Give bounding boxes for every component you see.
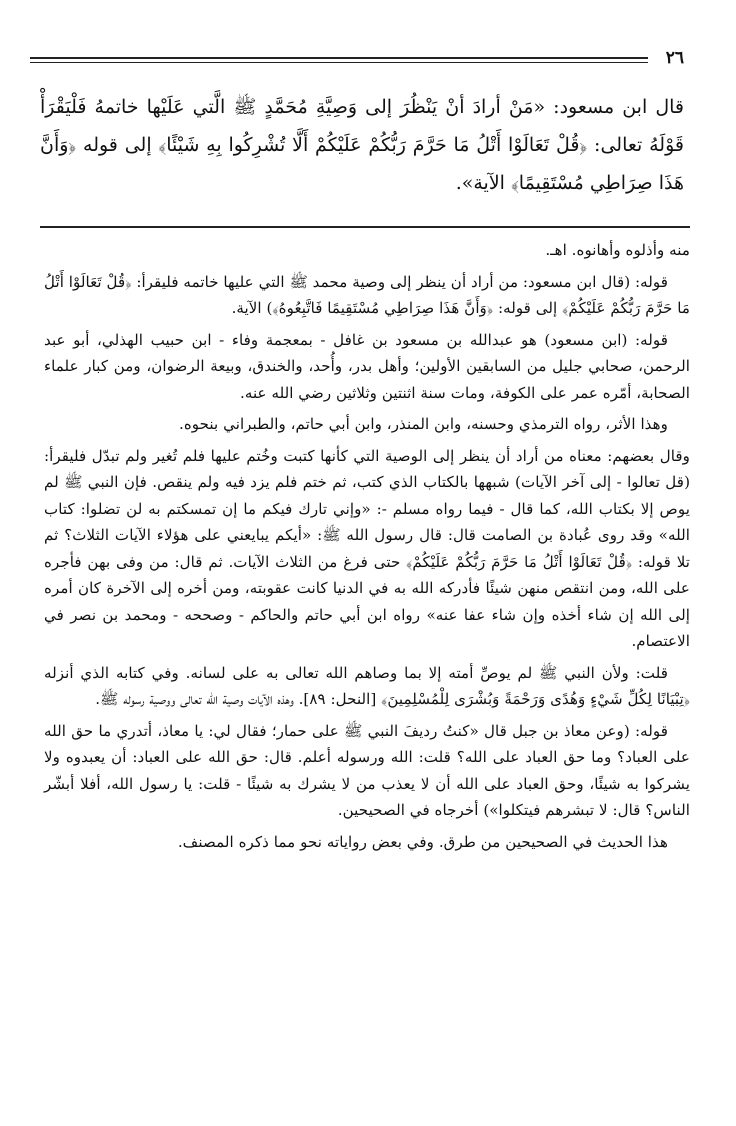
main-text xyxy=(40,88,684,202)
page-number: ٢٦ xyxy=(665,48,684,68)
commentary-paragraph: وهذا الأثر، رواه الترمذي وحسنه، وابن المنذر، وابن أبي حاتم، والطبراني بنحوه. xyxy=(179,415,668,433)
commentary-paragraph: قوله: (وعن معاذ بن جبل قال «كنتُ رديفَ النبي ﷺ على حمار؛ فقال لي: يا معاذ، أتدري ما حق الله على العباد؟ وما حق العباد على الله؟ قلت: الله ورسوله أعلم. قال: حق الله على العباد: أن يعبدوه ولا يشركوا به شيئًا، وحق العباد على الله أن لا يعذب من لا يشرك به شيئًا - قلت: يا رسول الله، أفلا أبشّر الناس؟ قال: لا تبشرهم فيتكلوا») أخرجاه في الصحيحين. xyxy=(44,721,690,819)
commentary-paragraph: وقال بعضهم: معناه من أراد أن ينظر إلى الوصية التي كأنها كتبت وخُتم عليها فلم تُغير ولم تبدّل فليقرأ: (قل تعالوا - إلى آخر الآيات) شبهها بالكتاب الذي كتب، ثم ختم فلم يزد فيه ولم ينقص. فإن النبي ﷺ لم يوص إلا بكتاب الله، كما قال - فيما رواه مسلم -: «وإني تارك فيكم ما إن تمسكتم به لن تضلوا: كتاب الله» وقد روى عُبادة بن الصامت قال: قال رسول الله ﷺ: «أيكم يبايعني على هؤلاء الآيات الثلاث؟ ثم تلا قوله: ﴿قُلْ تَعَالَوْا أَتْلُ مَا حَرَّمَ رَبُّكُمْ عَلَيْكُمْ﴾ حتى فرغ من الثلاث الآيات. ثم قال: من وفى بهن فأجره على الله، ومن انتقص منهن شيئًا فأدركه الله به في الدنيا كانت عقوبته، ومن أخره إلى الآخرة كان أمره إلى الله إن شاء أخذه وإن شاء عفا عنه» رواه ابن أبي حاتم والحاكم - وصححه - ومحمد بن نصر في الاعتصام. xyxy=(44,446,690,650)
commentary-paragraph: منه وأذلوه وأهانوه. اهـ. xyxy=(545,241,690,259)
commentary-paragraph: قوله: (قال ابن مسعود: من أراد أن ينظر إلى وصية محمد ﷺ التي عليها خاتمه فليقرأ: ﴿قُلْ تَعَالَوْا أَتْلُ مَا حَرَّمَ رَبُّكُمْ عَلَيْكُمْ﴾ إلى قوله: ﴿وَأَنَّ هَذَا صِرَاطِي مُسْتَقِيمًا فَاتَّبِعُوهُ﴾) الآية. xyxy=(44,272,690,317)
main-paragraph: قال ابن مسعود: «مَنْ أرادَ أنْ يَنْظُرَ إلى وَصِيَّةِ مُحَمَّدٍ ﷺ الَّتي عَلَيْها خاتمهُ فَلْيَقْرَأْ قَوْلَهُ تعالى: ﴿قُلْ تَعَالَوْا أَتْلُ مَا حَرَّمَ رَبُّكُمْ عَلَيْكُمْ أَلَّا تُشْرِكُوا بِهِ شَيْئًا﴾ إلى قوله ﴿وَأَنَّ هَذَا صِرَاطِي مُسْتَقِيمًا﴾ الآية». xyxy=(40,96,684,194)
page-header xyxy=(30,48,684,70)
commentary-paragraph: قلت: ولأن النبي ﷺ لم يوصِّ أمته إلا بما وصاهم الله تعالى به على لسانه. وفي كتابه الذي أنزله ﴿تِبْيَانًا لِكُلِّ شَيْءٍ وَهُدًى وَرَحْمَةً وَبُشْرَى لِلْمُسْلِمِينَ﴾ [النحل: ٨٩]. وهذه الآيات وصية الله تعالى ووصية رسوله ﷺ. xyxy=(44,663,690,708)
commentary xyxy=(44,237,690,860)
commentary-paragraph: هذا الحديث في الصحيحين من طرق. وفي بعض رواياته نحو مما ذكره المصنف. xyxy=(177,832,668,851)
section-separator xyxy=(40,226,690,228)
commentary-paragraph: قوله: (ابن مسعود) هو عبدالله بن مسعود بن غافل - بمعجمة وفاء - ابن حبيب الهذلي، أبو عبد الرحمن، صحابي جليل من السابقين الأولين؛ وأهل بدر، وأُحد، والخندق، وبيعة الرضوان، ومن كبار علماء الصحابة، أمّره عمر على الكوفة، ومات سنة اثنتين وثلاثين رضي الله عنه. xyxy=(44,330,690,402)
header-rule xyxy=(30,57,648,63)
